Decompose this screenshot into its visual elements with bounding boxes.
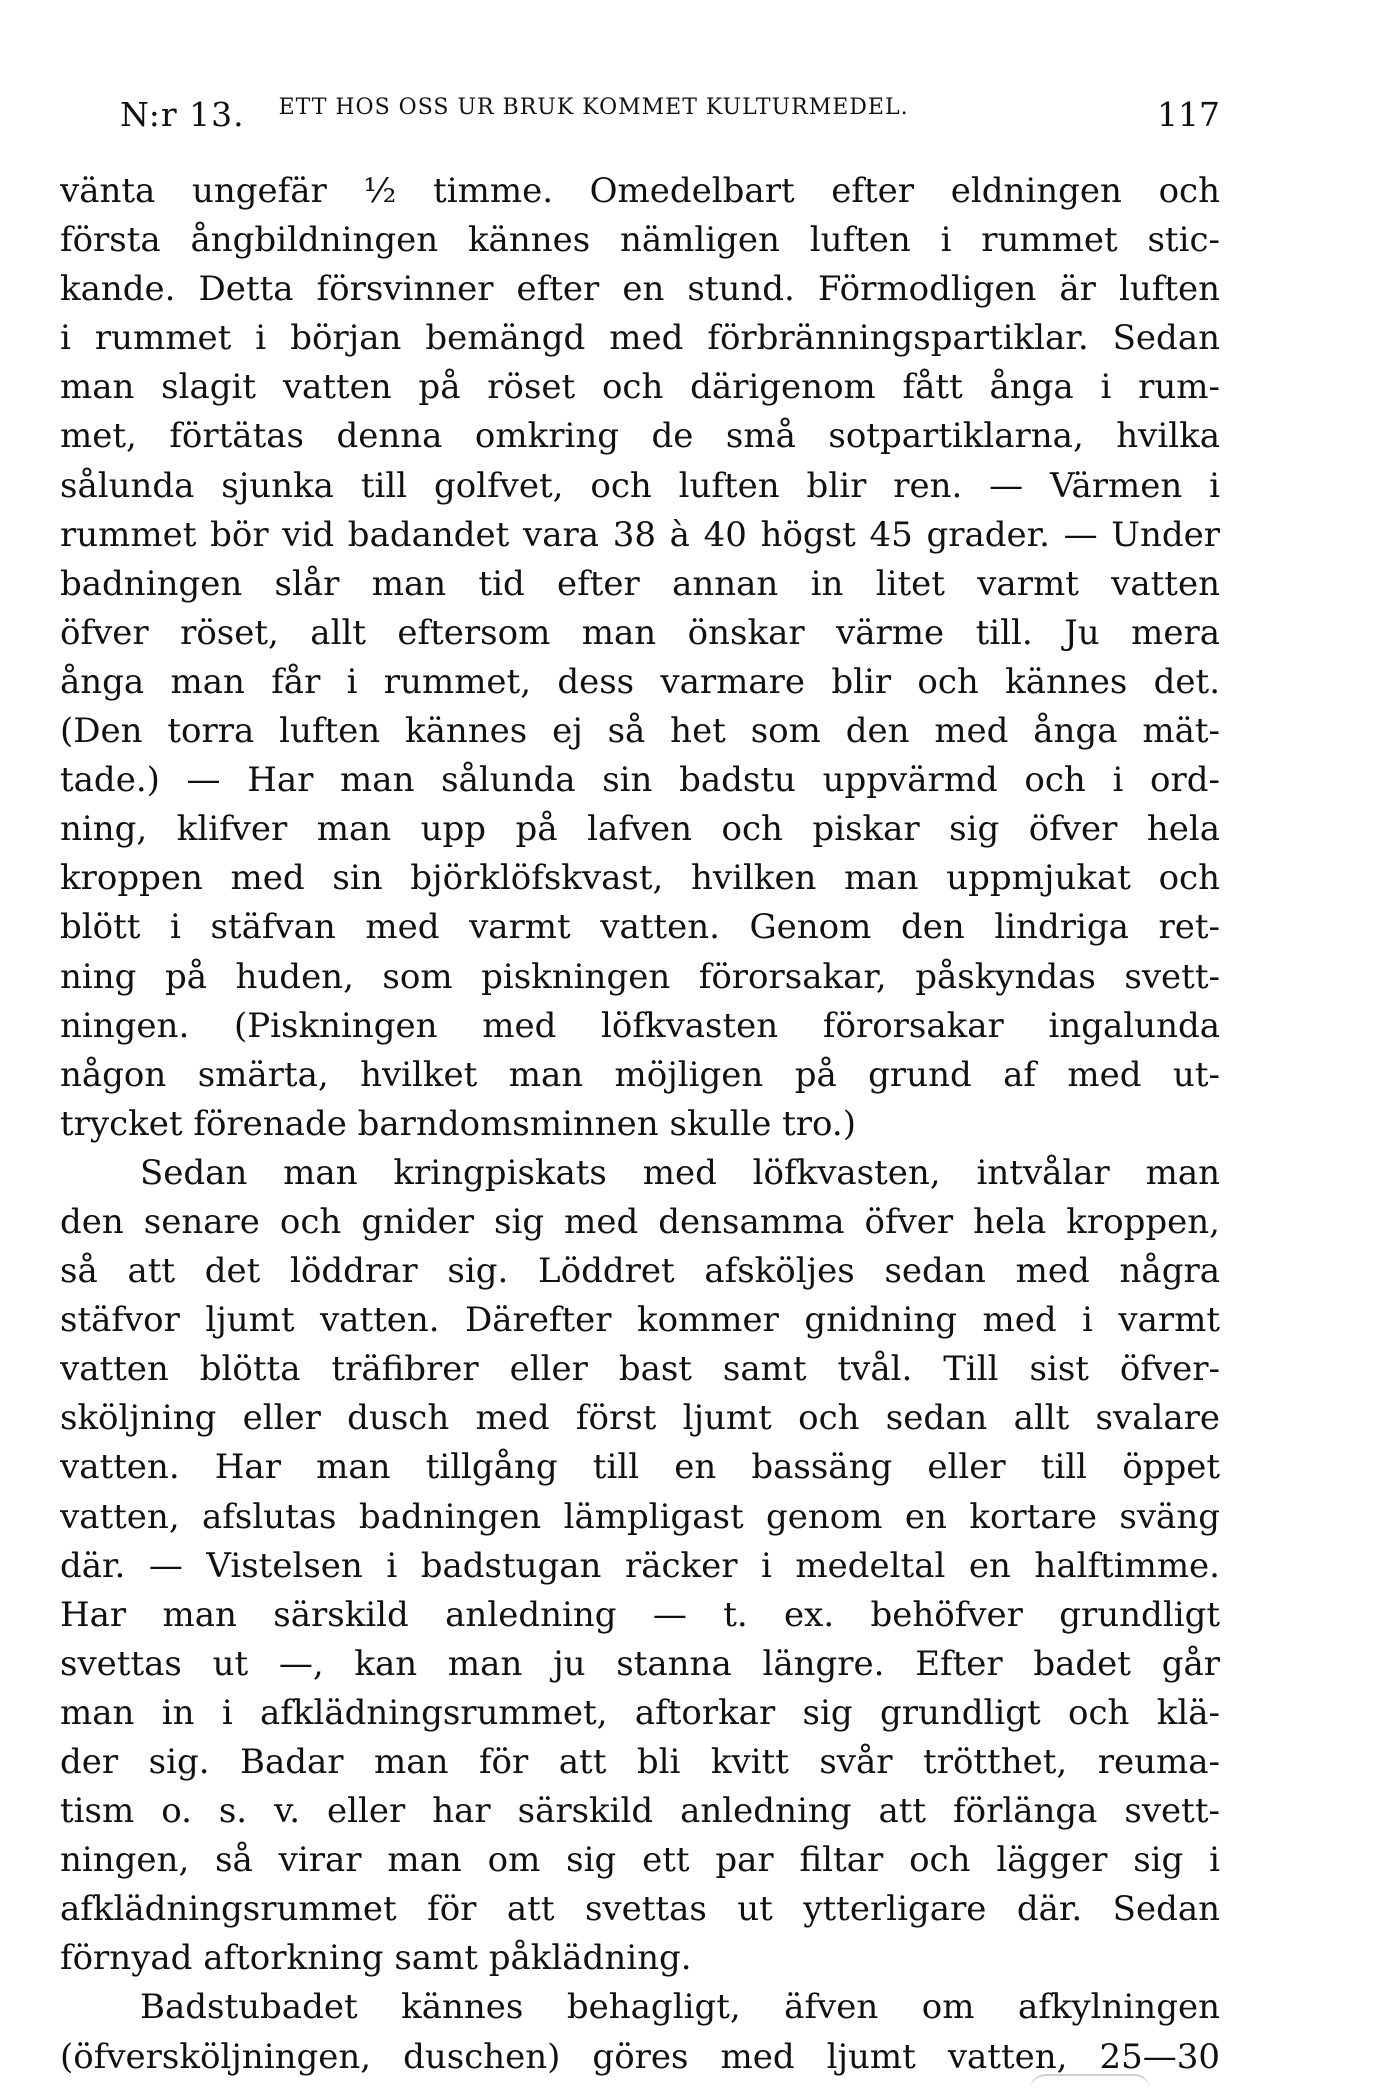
text-line: rummet bör vid badandet vara 38 à 40 högst 45 grader. — Under (60, 514, 1220, 555)
text-line: vatten. Har man tillgång till en bassäng eller till öppet (60, 1447, 1220, 1488)
issue-number: N:r 13. (120, 95, 245, 134)
bottom-page-artifact (1030, 2074, 1150, 2090)
text-line: ningen. (Piskningen med löfkvasten förorsakar ingalunda (60, 1005, 1220, 1046)
text-line: blött i stäfvan med varmt vatten. Genom den lindriga ret- (60, 907, 1220, 948)
text-line: i rummet i början bemängd med förbränningspartiklar. Sedan (60, 318, 1220, 359)
text-line: ånga man får i rummet, dess varmare blir och kännes det. (60, 661, 1220, 702)
book-page (60, 95, 1220, 2082)
text-line: vatten, afslutas badningen lämpligast genom en kortare sväng (60, 1496, 1220, 1537)
text-line: Sedan man kringpiskats med löfkvasten, intvålar man (140, 1152, 1220, 1193)
text-line: trycket förenade barndomsminnen skulle tro.) (60, 1103, 856, 1144)
text-line: Har man särskild anledning — t. ex. behöfver grundligt (60, 1594, 1220, 1635)
text-line: ning, klifver man upp på lafven och piskar sig öfver hela (60, 809, 1220, 850)
running-head-left (120, 95, 909, 134)
text-line: vatten blötta träfibrer eller bast samt tvål. Till sist öfver- (60, 1349, 1220, 1390)
text-line: ning på huden, som piskningen förorsakar, påskyndas svett- (60, 956, 1220, 997)
text-line: badningen slår man tid efter annan in litet varmt vatten (60, 563, 1220, 604)
text-line: svettas ut —, kan man ju stanna längre. Efter badet går (60, 1643, 1220, 1684)
text-line: met, förtätas denna omkring de små sotpartiklarna, hvilka (60, 416, 1220, 457)
text-line: kroppen med sin björklöfskvast, hvilken man uppmjukat och (60, 858, 1220, 899)
text-line: öfver röset, allt eftersom man önskar värme till. Ju mera (60, 612, 1220, 653)
body-text (60, 167, 1220, 2082)
text-line: tade.) — Har man sålunda sin badstu uppvärmd och i ord- (60, 760, 1220, 801)
text-line: kande. Detta försvinner efter en stund. Förmodligen är luften (60, 269, 1220, 310)
text-line: man in i afklädningsrummet, aftorkar sig grundligt och klä- (60, 1692, 1220, 1733)
text-line: där. — Vistelsen i badstugan räcker i medeltal en halftimme. (60, 1545, 1220, 1586)
text-line: (öfversköljningen, duschen) göres med ljumt vatten, 25—30 (60, 2036, 1220, 2077)
text-line: förnyad aftorkning samt påklädning. (60, 1938, 692, 1979)
text-line: så att det löddrar sig. Löddret afsköljes sedan med några (60, 1251, 1220, 1292)
text-line: sköljning eller dusch med först ljumt och sedan allt svalare (60, 1398, 1220, 1439)
text-line: man slagit vatten på röset och därigenom fått ånga i rum- (60, 367, 1220, 408)
text-line: stäfvor ljumt vatten. Därefter kommer gnidning med i varmt (60, 1300, 1220, 1341)
text-line: Badstubadet kännes behagligt, äfven om afkylningen (140, 1987, 1220, 2028)
chapter-title: ETT HOS OSS UR BRUK KOMMET KULTURMEDEL. (278, 95, 909, 120)
text-line: der sig. Badar man för att bli kvitt svår trötthet, reuma- (60, 1742, 1220, 1782)
text-line: första ångbildningen kännes nämligen luften i rummet stic- (60, 220, 1220, 261)
text-line: tism o. s. v. eller har särskild anledning att förlänga svett- (60, 1791, 1220, 1832)
text-line: ningen, så virar man om sig ett par filtar och lägger sig i (60, 1840, 1220, 1881)
text-line: (Den torra luften kännes ej så het som den med ånga mät- (60, 711, 1220, 752)
running-head (60, 95, 1220, 151)
text-line: vänta ungefär ½ timme. Omedelbart efter eldningen och (60, 171, 1220, 211)
text-line: afklädningsrummet för att svettas ut ytterligare där. Sedan (60, 1889, 1220, 1930)
page-number: 117 (1157, 95, 1220, 134)
text-line: den senare och gnider sig med densamma öfver hela kroppen, (60, 1201, 1220, 1242)
text-line: sålunda sjunka till golfvet, och luften blir ren. — Värmen i (60, 465, 1220, 506)
text-line: någon smärta, hvilket man möjligen på grund af med ut- (60, 1054, 1220, 1095)
